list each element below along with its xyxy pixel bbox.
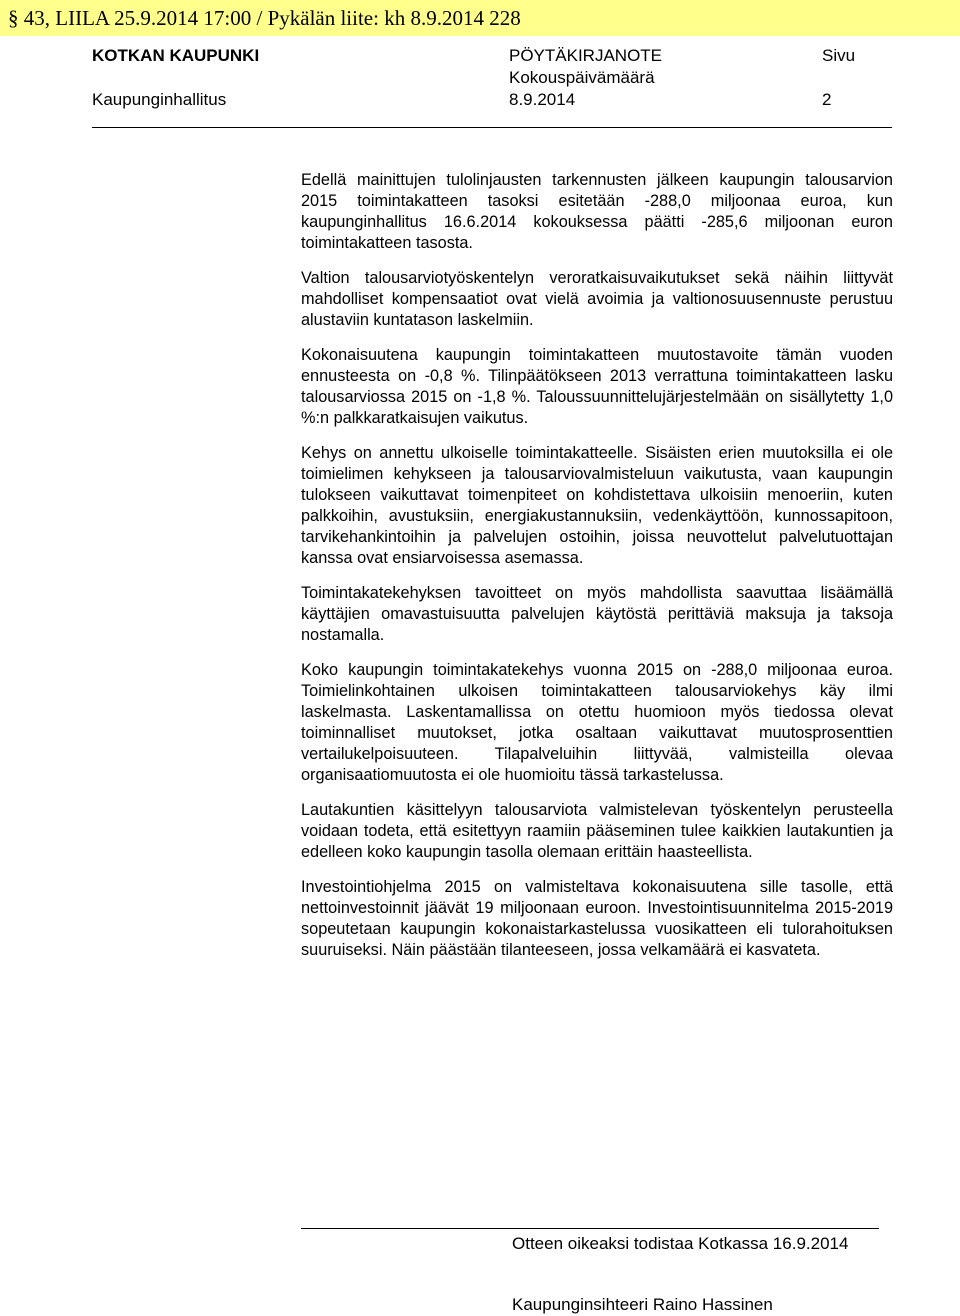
header-divider bbox=[92, 127, 892, 128]
certification-line: Otteen oikeaksi todistaa Kotkassa 16.9.2014 bbox=[512, 1234, 849, 1253]
agenda-reference-banner: § 43, LIILA 25.9.2014 17:00 / Pykälän liite: kh 8.9.2014 228 bbox=[0, 0, 960, 36]
body-paragraph: Investointiohjelma 2015 on valmisteltava kokonaisuutena sille tasolle, että nettoinvestoinnit jäävät 19 miljoonaan euroon. Investointisuunnitelma 2015-2019 sopeutetaan kaupungin kokonaistarkastelussa vuosikatteen eli tulorahoituksen suuruiseksi. Näin päästään tilanteeseen, jossa velkamäärä ei kasvateta. bbox=[301, 878, 893, 959]
organization-name: KOTKAN KAUPUNKI bbox=[92, 46, 260, 65]
body-paragraph: Edellä mainittujen tulolinjausten tarkennusten jälkeen kaupungin talousarvion 2015 toimintakatteen tasoksi esitetään -288,0 miljoonaa euroa, kun kaupunginhallitus 16.6.2014 kokouksessa päätti -285,6 miljoonan euron toimintakatteen tasosta. bbox=[301, 171, 893, 252]
meeting-date: 8.9.2014 bbox=[509, 90, 576, 109]
meeting-date-label: Kokouspäivämäärä bbox=[509, 68, 655, 87]
document-type: PÖYTÄKIRJANOTE bbox=[509, 46, 663, 65]
body-paragraph: Toimintakatekehyksen tavoitteet on myös mahdollista saavuttaa lisäämällä käyttäjien omavastuisuutta palvelujen käytöstä perittäviä maksuja ja taksoja nostamalla. bbox=[301, 584, 893, 644]
page-label: Sivu bbox=[822, 46, 856, 65]
body-paragraph: Kehys on annettu ulkoiselle toimintakatteelle. Sisäisten erien muutoksilla ei ole toimielimen kehykseen ja talousarviovalmisteluun vaikutusta, vaan kaupungin tulokseen vaikuttavat toimenpiteet on kohdistettava ulkoisiin menoeriin, kuten palkkoihin, avustuksiin, energiakustannuksiin, vedenkäyttöön, kunnossapitoon, tarvikehankintoihin ja palvelujen ostoihin, joissa neuvottelut palvelutuottajan kanssa ovat ensiarvoisessa asemassa. bbox=[301, 444, 893, 567]
body-paragraph: Valtion talousarviotyöskentelyn veroratkaisuvaikutukset sekä näihin liittyvät mahdolliset kompensaatiot ovat vielä avoimia ja valtionosuusennuste perustuu alustaviin kuntatason laskelmiin. bbox=[301, 269, 893, 329]
body-paragraph: Kokonaisuutena kaupungin toimintakatteen muutostavoite tämän vuoden ennusteesta on -0,8 %. Tilinpäätökseen 2013 verrattuna toimintakatteen lasku talousarviossa 2015 on -1,8 %. Taloussuunnittelujärjestelmään on sisällytetty 1,0 %:n palkkaratkaisujen vaikutus. bbox=[301, 346, 893, 427]
governing-body: Kaupunginhallitus bbox=[92, 90, 227, 109]
page-number: 2 bbox=[822, 90, 832, 109]
footer-divider bbox=[301, 1228, 879, 1229]
document-body bbox=[301, 170, 893, 975]
signer-name: Kaupunginsihteeri Raino Hassinen bbox=[512, 1295, 773, 1314]
body-paragraph: Lautakuntien käsittelyyn talousarviota valmistelevan työskentelyn perusteella voidaan todeta, että esitettyyn raamiin pääseminen tulee kaikkien lautakuntien ja edelleen koko kaupungin tasolla olemaan erittäin haasteellista. bbox=[301, 801, 893, 861]
body-paragraph: Koko kaupungin toimintakatekehys vuonna 2015 on -288,0 miljoonaa euroa. Toimielinkohtainen ulkoisen toimintakatteen talousarviokehys käy ilmi laskelmasta. Laskentamallissa on otettu huomioon myös tiedossa olevat toiminnalliset muutokset, jotka osaltaan vaikuttavat muutosprosenttien vertailukelpoisuuteen. Tilapalveluihin liittyvää, valmisteilla olevaa organisaatiomuutosta ei ole huomioitu tässä tarkastelussa. bbox=[301, 661, 893, 784]
